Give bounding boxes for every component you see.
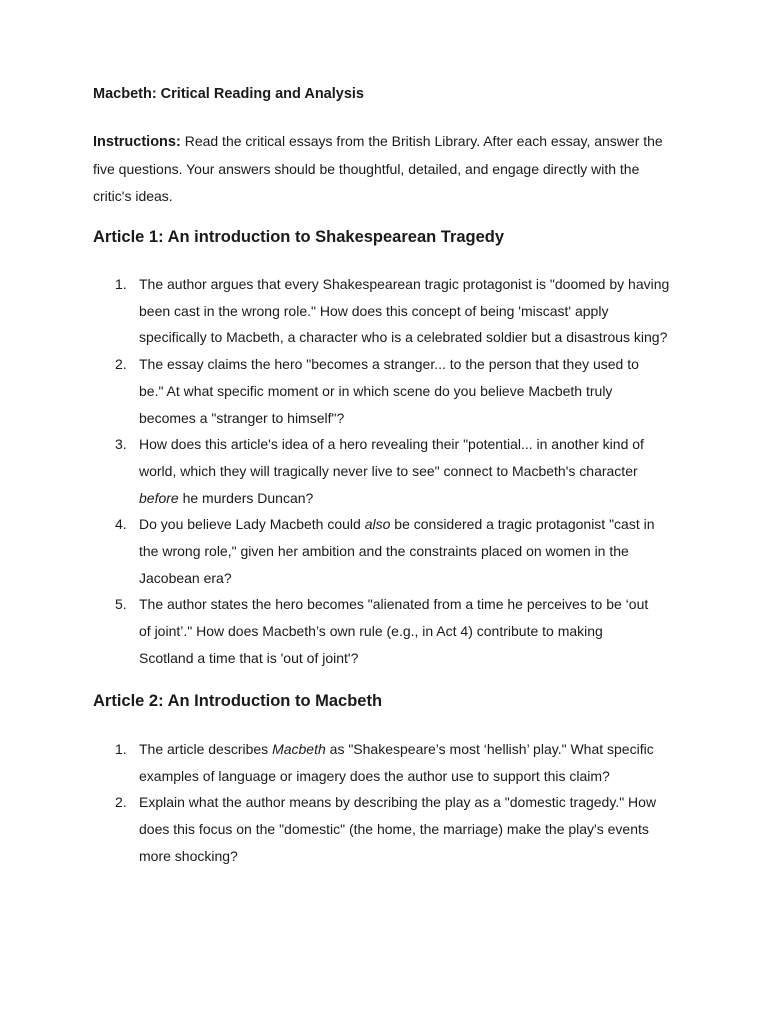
article-2-questions: [93, 736, 693, 870]
question-line: Scotland a time that is 'out of joint'?: [139, 649, 359, 666]
question-line: How does this article's idea of a hero revealing their "potential... in another kind of: [139, 436, 644, 453]
question-line: specifically to Macbeth, a character who is a celebrated soldier but a disastrous king?: [139, 329, 668, 346]
question-line: does this focus on the "domestic" (the home, the marriage) make the play's events: [139, 821, 649, 838]
question-line: the wrong role," given her ambition and the constraints placed on women in the: [139, 543, 629, 560]
question-line: Explain what the author means by describing the play as a "domestic tragedy." How: [139, 794, 657, 811]
question-line: Jacobean era?: [139, 569, 232, 586]
question-number: 2.: [115, 794, 127, 811]
instructions-line-1: [93, 128, 683, 156]
question-line: [139, 485, 693, 512]
question-line: of joint’." How does Macbeth’s own rule (e.g., in Act 4) contribute to making: [139, 623, 603, 640]
question-text: as "Shakespeare’s most ‘hellish’ play." What specific: [325, 741, 654, 757]
list-item: [93, 591, 693, 671]
question-number: 1.: [115, 276, 127, 292]
list-item: [93, 511, 693, 591]
question-line: examples of language or imagery does the author use to support this claim?: [139, 767, 610, 784]
question-number: 5.: [115, 596, 127, 613]
question-line: [139, 736, 693, 763]
question-line: [139, 511, 693, 538]
question-line: more shocking?: [139, 847, 238, 864]
question-number: 3.: [115, 436, 127, 453]
list-item: [93, 351, 693, 431]
question-number: 2.: [115, 356, 127, 373]
question-line: The author states the hero becomes "alienated from a time he perceives to be ‘out: [139, 596, 649, 613]
instructions-label: Instructions:: [93, 134, 181, 150]
instructions-text-1: Read the critical essays from the British Library. After each essay, answer the: [180, 133, 663, 149]
italic-emphasis: before: [139, 489, 179, 506]
italic-emphasis: Macbeth: [272, 741, 326, 757]
question-line: be." At what specific moment or in which scene do you believe Macbeth truly: [139, 382, 613, 399]
instructions-line-3: critic's ideas.: [93, 188, 173, 204]
question-line: The author argues that every Shakespearean tragic protagonist is "doomed by having: [139, 276, 670, 292]
list-item: [93, 431, 693, 511]
instructions-paragraph: [93, 128, 683, 210]
question-line: world, which they will tragically never live to see" connect to Macbeth's character: [139, 462, 638, 479]
list-item: [93, 789, 693, 869]
article-2-heading: Article 2: An Introduction to Macbeth: [93, 692, 383, 710]
question-text: be considered a tragic protagonist "cast in: [390, 516, 655, 533]
article-1-heading: Article 1: An introduction to Shakespearean Tragedy: [93, 228, 505, 246]
question-line: been cast in the wrong role." How does this concept of being 'miscast' apply: [139, 302, 609, 319]
list-item: [93, 736, 693, 789]
question-text: Do you believe Lady Macbeth could: [139, 516, 365, 533]
list-item: [93, 271, 693, 351]
document-title: Macbeth: Critical Reading and Analysis: [93, 86, 364, 102]
question-number: 1.: [115, 741, 127, 757]
italic-emphasis: also: [364, 516, 391, 533]
question-number: 4.: [115, 516, 127, 533]
question-line: becomes a "stranger to himself"?: [139, 409, 345, 426]
instructions-line-2: five questions. Your answers should be thoughtful, detailed, and engage directly with the: [93, 161, 640, 177]
article-1-questions: [93, 271, 693, 672]
question-text: The article describes: [139, 741, 273, 757]
question-text: he murders Duncan?: [178, 489, 314, 506]
question-line: The essay claims the hero "becomes a stranger... to the person that they used to: [139, 356, 639, 373]
